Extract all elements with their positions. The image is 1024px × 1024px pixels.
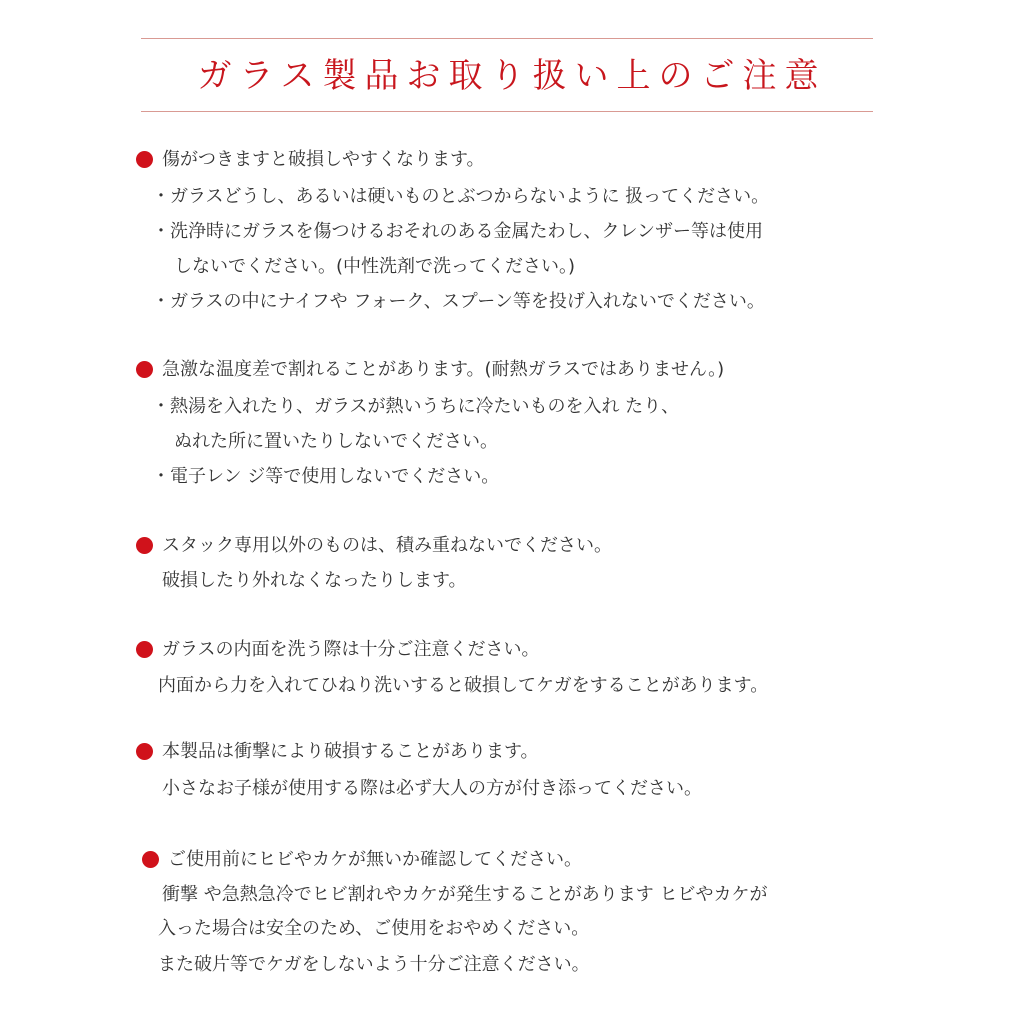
section-heading: 急激な温度差で割れることがあります。(耐熱ガラスではありません。): [162, 359, 725, 380]
section-line: ・洗浄時にガラスを傷つけるおそれのある金属たわし、クレンザー等は使用: [152, 221, 764, 242]
bullet-dot: [136, 361, 153, 378]
page-title: ガラス製品お取り扱い上のご注意: [197, 56, 827, 96]
bullet-dot: [142, 851, 159, 868]
section-line: 小さなお子様が使用する際は必ず大人の方が付き添ってください。: [162, 778, 702, 799]
section-heading: スタック専用以外のものは、積み重ねないでください。: [162, 535, 612, 556]
section-heading: ご使用前にヒビやカケが無いか確認してください。: [168, 849, 582, 870]
section-line: 破損したり外れなくなったりします。: [162, 570, 467, 591]
section-line: ・ガラスの中にナイフや フォーク、スプーン等を投げ入れないでください。: [152, 291, 765, 312]
bullet-dot: [136, 743, 153, 760]
bullet-dot: [136, 151, 153, 168]
bullet-dot: [136, 641, 153, 658]
section-line: ・電子レン ジ等で使用しないでください。: [152, 466, 500, 487]
title-bottom-rule: [141, 111, 873, 112]
bullet-dot: [136, 537, 153, 554]
section-line: 内面から力を入れてひねり洗いすると破損してケガをすることがあります。: [158, 675, 769, 696]
section-line: ・ガラスどうし、あるいは硬いものとぶつからないように 扱ってください。: [152, 186, 770, 207]
title-top-rule: [141, 38, 873, 39]
section-line: しないでください。(中性洗剤で洗ってください。): [174, 256, 576, 277]
section-heading: 本製品は衝撃により破損することがあります。: [162, 741, 539, 762]
section-line: 入った場合は安全のため、ご使用をおやめください。: [158, 918, 590, 939]
section-heading: 傷がつきますと破損しやすくなります。: [162, 149, 485, 170]
section-heading: ガラスの内面を洗う際は十分ご注意ください。: [162, 639, 540, 660]
section-line: ・熱湯を入れたり、ガラスが熱いうちに冷たいものを入れ たり、: [152, 396, 680, 417]
section-line: また破片等でケガをしないよう十分ご注意ください。: [158, 954, 590, 975]
section-line: 衝撃 や急熱急冷でヒビ割れやカケが発生することがあります ヒビやカケが: [162, 884, 768, 905]
section-line: ぬれた所に置いたりしないでください。: [174, 431, 498, 452]
